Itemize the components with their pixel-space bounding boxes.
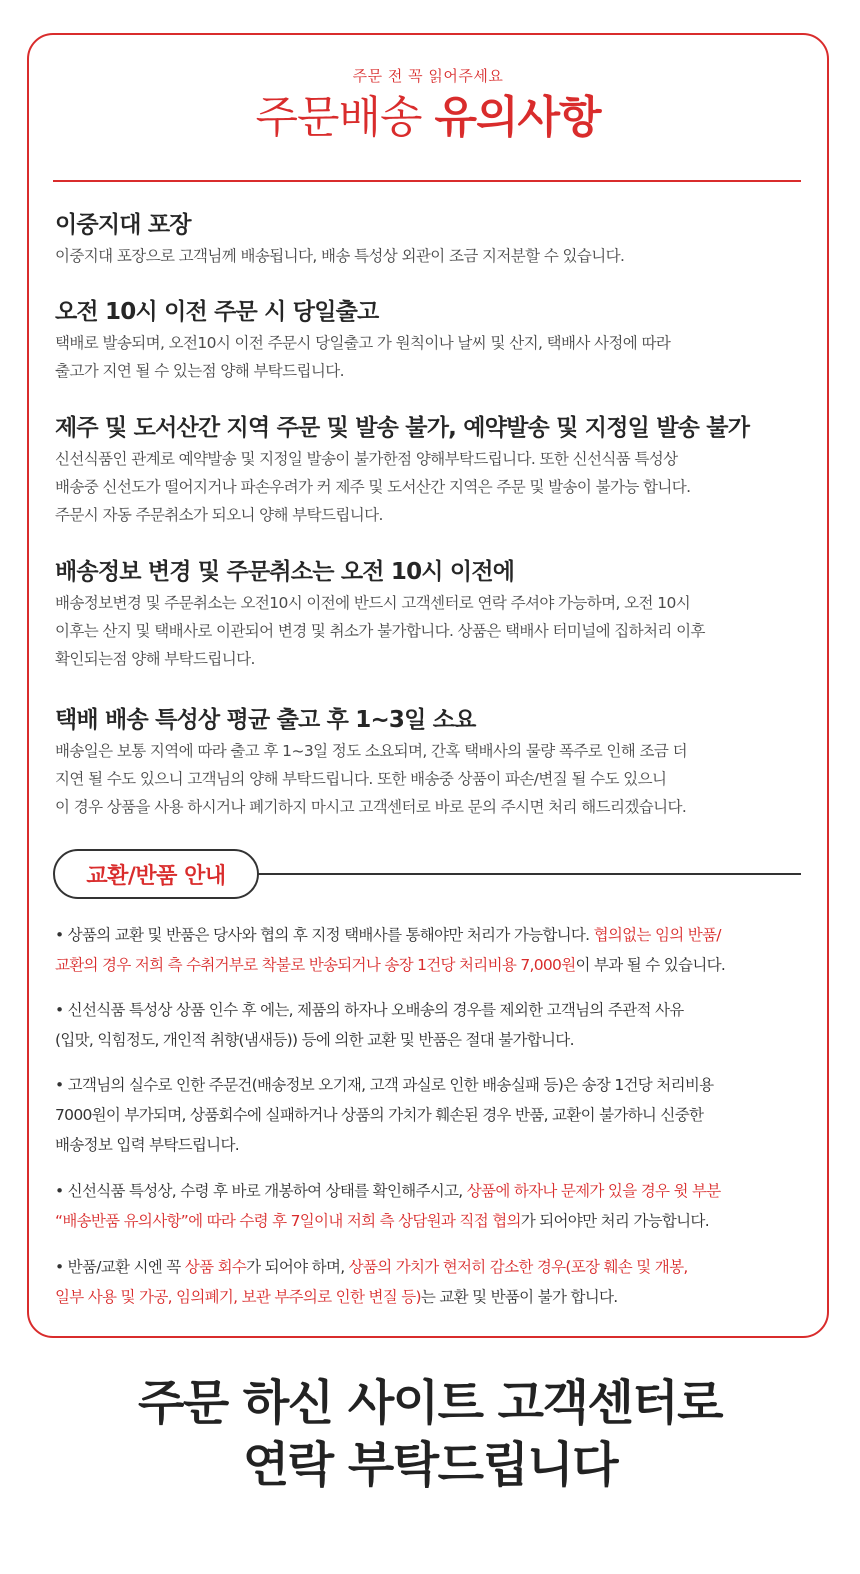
section-same-day-shipping (55, 297, 815, 385)
title-regular: 주문배송 (255, 92, 435, 143)
section-body (55, 445, 815, 529)
section-line: 출고가 지연 될 수 있는점 양해 부탁드립니다. (55, 362, 345, 380)
highlight-text: “배송반품 유의사항”에 따라 수령 후 7일이내 저희 측 상담원과 직접 협의 (55, 1212, 521, 1230)
highlight-text: 교환의 경우 저희 측 수취거부로 착불로 반송되거나 송장 1건당 처리비용 7,000원 (55, 956, 576, 974)
section-body (55, 329, 815, 385)
notice-text: 7000원이 부가되며, 상품회수에 실패하거나 상품의 가치가 훼손된 경우 반품, 교환이 불가하니 신중한 (55, 1106, 704, 1124)
notice-text: 가 되어야 하며, (246, 1258, 349, 1276)
section-body (55, 589, 815, 673)
notice-card (27, 33, 829, 1338)
exchange-notice (55, 920, 815, 980)
section-delivery-time (55, 705, 815, 821)
section-body (55, 737, 815, 821)
section-body (55, 242, 815, 270)
section-heading: 배송정보 변경 및 주문취소는 오전 10시 이전에 (55, 559, 515, 585)
section-line: 이 경우 상품을 사용 하시거나 폐기하지 마시고 고객센터로 바로 문의 주시면 처리 해드리겠습니다. (55, 798, 687, 816)
notice-text: (입맛, 익힘정도, 개인적 취향(냄새등)) 등에 의한 교환 및 반품은 절대 불가합니다. (55, 1031, 574, 1049)
section-heading: 제주 및 도서산간 지역 주문 및 발송 불가, 예약발송 및 지정일 발송 불가 (55, 415, 750, 441)
notice-text: 는 교환 및 반품이 불가 합니다. (420, 1288, 618, 1306)
exchange-notice (55, 1252, 815, 1312)
exchange-notice (55, 1070, 815, 1160)
section-line: 지연 될 수도 있으니 고객님의 양해 부탁드립니다. 또한 배송중 상품이 파손/변질 될 수도 있으니 (55, 770, 667, 788)
section-line: 이후는 산지 및 택배사로 이관되어 변경 및 취소가 불가합니다. 상품은 택배사 터미널에 집하처리 이후 (55, 622, 705, 640)
notice-text: • 반품/교환 시엔 꼭 (55, 1258, 185, 1276)
section-line: 배송일은 보통 지역에 따라 출고 후 1~3일 정도 소요되며, 간혹 택배사의 물량 폭주로 인해 조금 더 (55, 742, 687, 760)
section-line: 신선식품인 관계로 예약발송 및 지정일 발송이 불가한점 양해부탁드립니다. 또한 신선식품 특성상 (55, 450, 678, 468)
section-line: 택배로 발송되며, 오전10시 이전 주문시 당일출고 가 원칙이나 날씨 및 산지, 택배사 사정에 따라 (55, 334, 671, 352)
exchange-notice (55, 995, 815, 1055)
footer-line: 주문 하신 사이트 고객센터로 (137, 1375, 723, 1431)
highlight-text: 상품에 하자나 문제가 있을 경우 윗 부분 (466, 1182, 721, 1200)
section-double-packaging (55, 210, 815, 270)
exchange-divider (257, 873, 801, 875)
notice-text: • 고객님의 실수로 인한 주문건(배송정보 오기재, 고객 과실로 인한 배송실패 등)은 송장 1건당 처리비용 (55, 1076, 714, 1094)
notice-text: 이 부과 될 수 있습니다. (575, 956, 726, 974)
exchange-return-label: 교환/반품 안내 (53, 849, 259, 899)
exchange-notice (55, 1176, 815, 1236)
section-line: 이중지대 포장으로 고객님께 배송됩니다, 배송 특성상 외관이 조금 지저분할 수 있습니다. (55, 247, 625, 265)
notice-text: 배송정보 입력 부탁드립니다. (55, 1136, 239, 1154)
section-heading: 오전 10시 이전 주문 시 당일출고 (55, 299, 379, 325)
highlight-text: 협의없는 임의 반품/ (593, 926, 721, 944)
highlight-text: 상품 회수 (184, 1258, 247, 1276)
section-line: 주문시 자동 주문취소가 되오니 양해 부탁드립니다. (55, 506, 383, 524)
notice-text: • 신선식품 특성상, 수령 후 바로 개봉하여 상태를 확인해주시고, (55, 1182, 467, 1200)
section-order-change (55, 557, 815, 673)
title-bold: 유의사항 (434, 92, 601, 143)
section-line: 확인되는점 양해 부탁드립니다. (55, 650, 255, 668)
highlight-text: 상품의 가치가 현저히 감소한 경우(포장 훼손 및 개봉, (348, 1258, 688, 1276)
section-line: 배송정보변경 및 주문취소는 오전10시 이전에 반드시 고객센터로 연락 주셔야 가능하며, 오전 10시 (55, 594, 691, 612)
footer-message (0, 1372, 860, 1496)
highlight-text: 일부 사용 및 가공, 임의폐기, 보관 부주의로 인한 변질 등) (55, 1288, 421, 1306)
footer-line: 연락 부탁드립니다 (242, 1437, 618, 1493)
section-line: 배송중 신선도가 떨어지거나 파손우려가 커 제주 및 도서산간 지역은 주문 및 발송이 불가능 합니다. (55, 478, 691, 496)
notice-text: • 신선식품 특성상 상품 인수 후 에는, 제품의 하자나 오배송의 경우를 제외한 고객님의 주관적 사유 (55, 1001, 684, 1019)
notice-text: • 상품의 교환 및 반품은 당사와 협의 후 지정 택배사를 통해야만 처리가 가능합니다. (55, 926, 594, 944)
notice-text: 가 되어야만 처리 가능합니다. (520, 1212, 709, 1230)
section-heading: 이중지대 포장 (55, 212, 191, 238)
title-divider (53, 180, 801, 182)
page-title (29, 89, 827, 147)
section-jeju-restriction (55, 413, 815, 529)
section-heading: 택배 배송 특성상 평균 출고 후 1~3일 소요 (55, 707, 476, 733)
page-subtitle: 주문 전 꼭 읽어주세요 (352, 67, 504, 85)
